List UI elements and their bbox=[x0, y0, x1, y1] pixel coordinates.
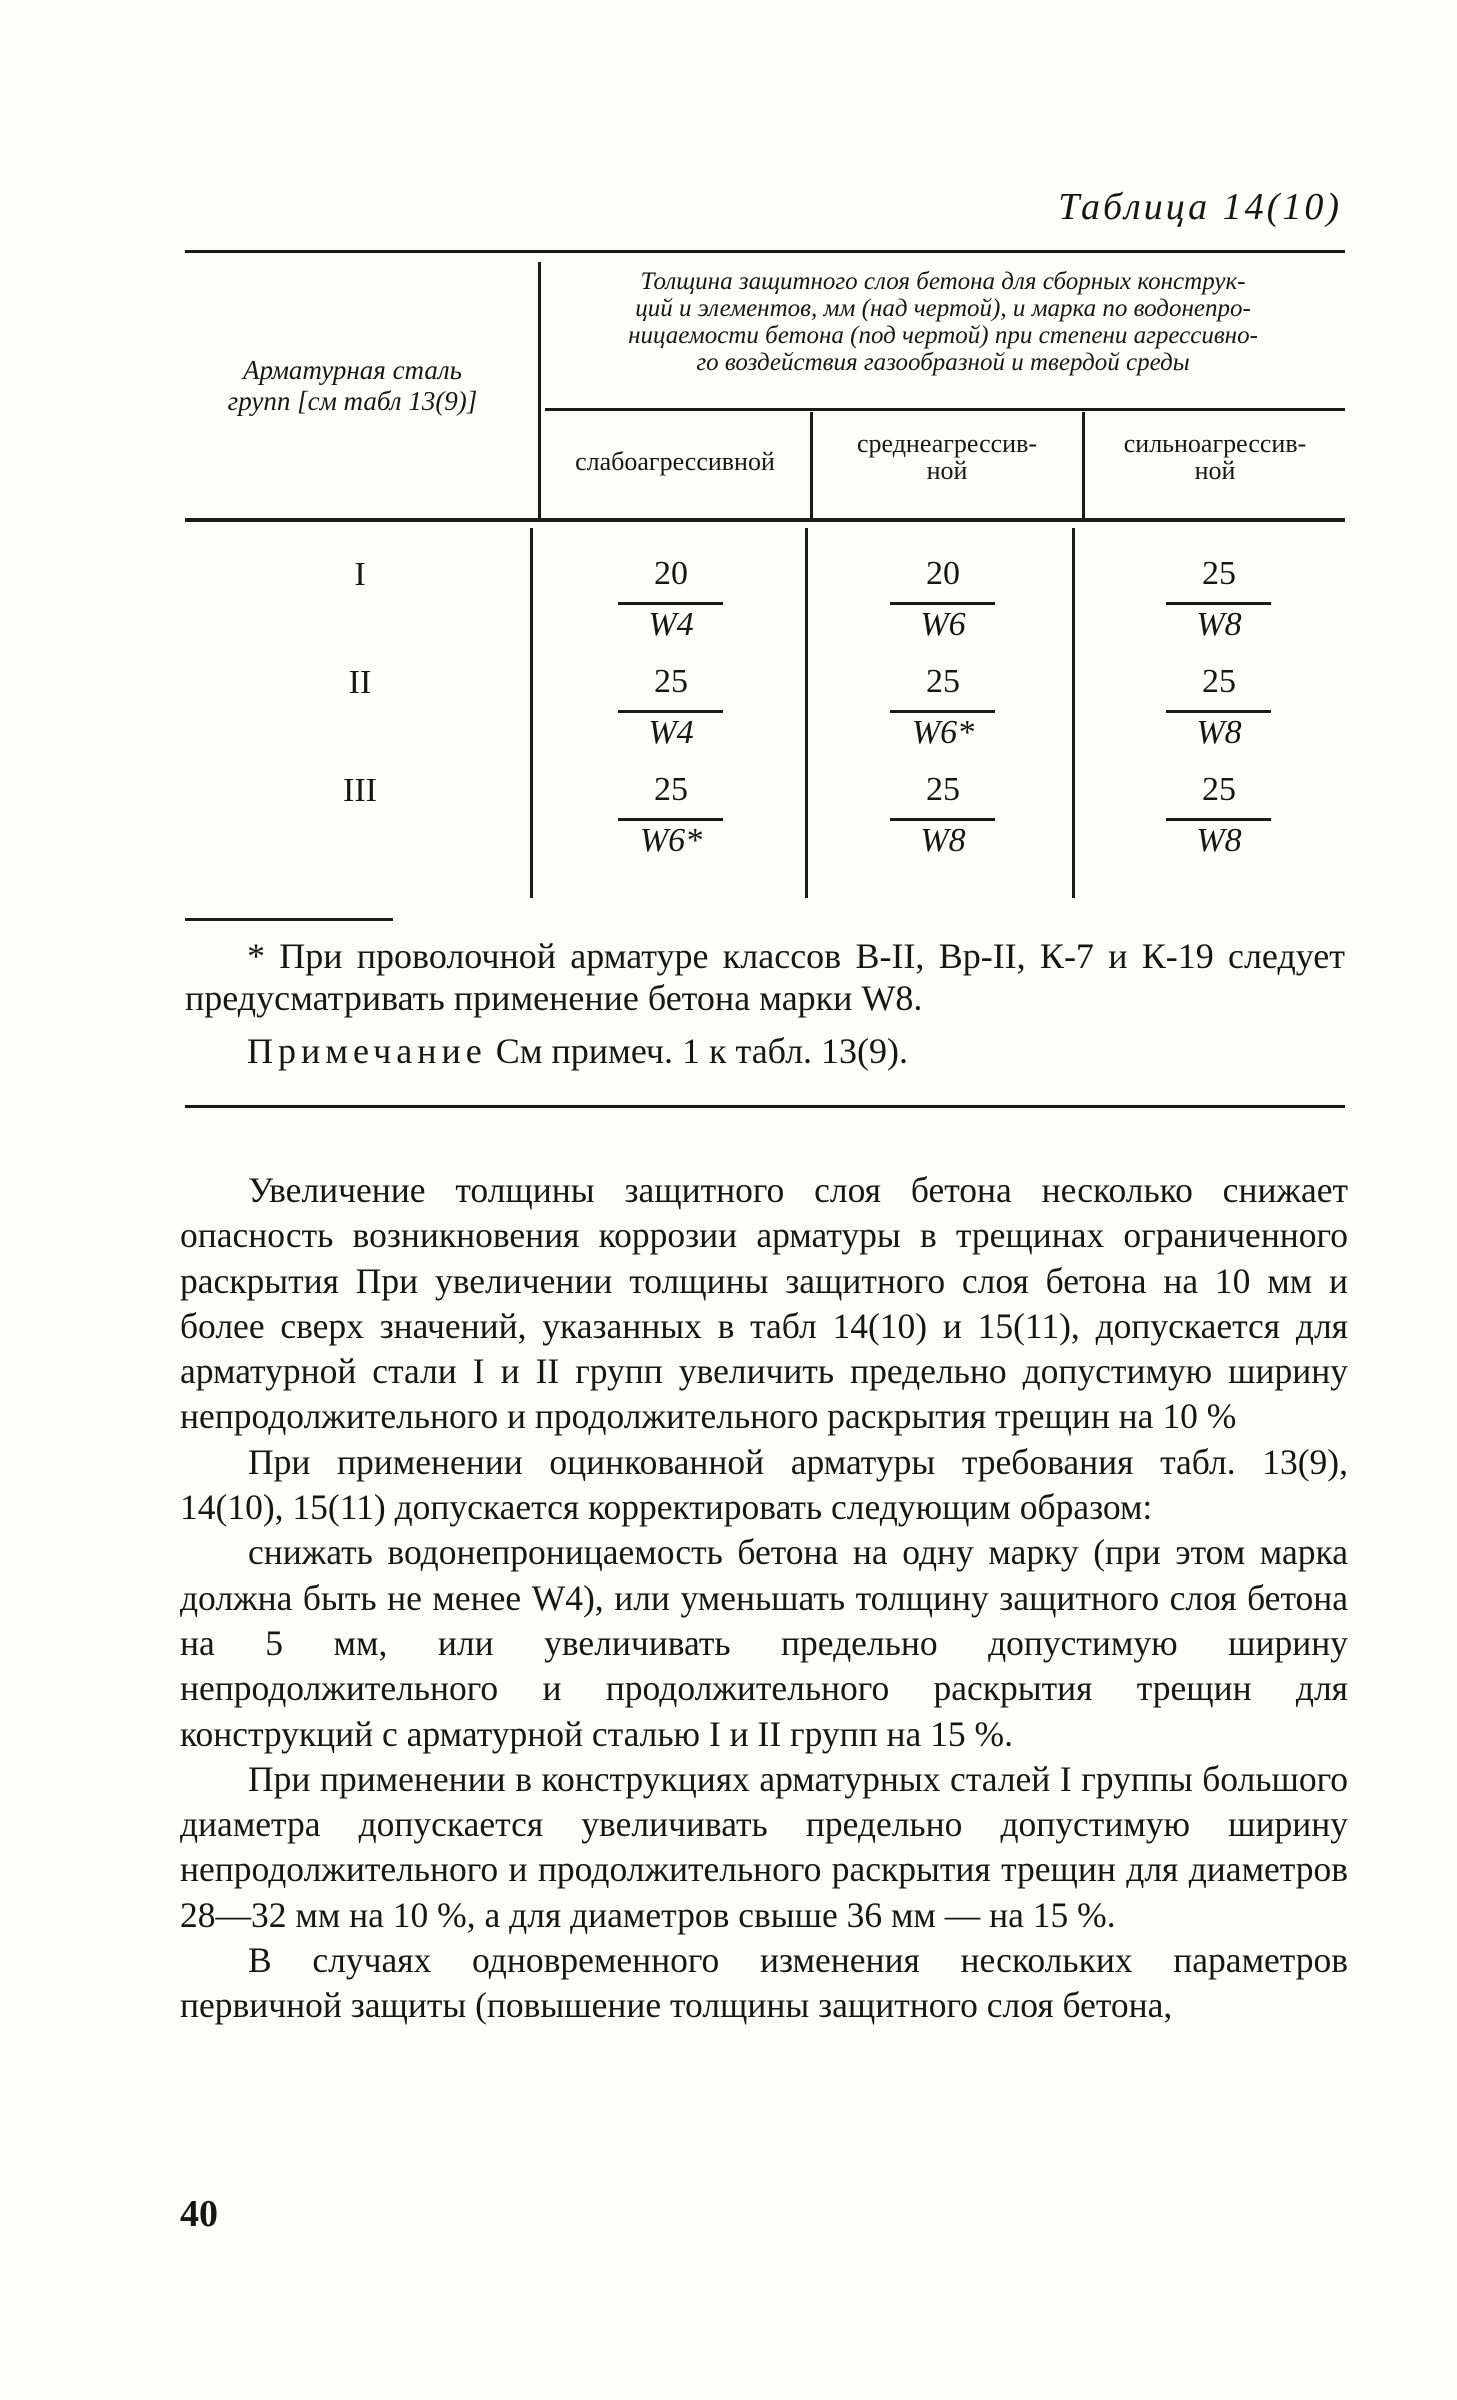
header-main-line: ницаемости бетона (под чертой) при степени агрессивно- bbox=[628, 322, 1258, 349]
header-sub-rule bbox=[545, 408, 1345, 411]
paragraph: При применении в конструкциях арматурных сталей I группы большого диаметра допускается увеличивать предельно допустимую ширину непродолжительного и продолжительного раскрытия трещин для диаметров 28—32 мм на 10 %, а для диаметров свыше 36 мм — на 15 %. bbox=[180, 1758, 1348, 1935]
header-main-line: го воздействия газообразной и твердой среды bbox=[696, 349, 1190, 376]
table-top-rule bbox=[185, 250, 1345, 253]
header-main bbox=[548, 268, 1338, 376]
header-steel-group bbox=[185, 355, 520, 417]
fraction-line bbox=[1166, 710, 1271, 713]
table-header-rule bbox=[185, 518, 1345, 522]
cell-grade: W8 bbox=[920, 822, 966, 859]
header-main-line: Толщина защитного слоя бетона для сборных конструк- bbox=[640, 268, 1246, 295]
cell-thickness: 25 bbox=[1202, 771, 1236, 808]
table-note bbox=[185, 1030, 1345, 1072]
fraction-line bbox=[890, 818, 995, 821]
cell-grade: W4 bbox=[648, 606, 694, 643]
table-end-rule bbox=[185, 1105, 1345, 1108]
paragraph: В случаях одновременного изменения нескольких параметров первичной защиты (повышение толщины защитного слоя бетона, bbox=[180, 1940, 1348, 2026]
cell-thickness: 20 bbox=[926, 555, 960, 592]
paragraph: При применении оцинкованной арматуры требования табл. 13(9), 14(10), 15(11) допускается корректировать следующим образом: bbox=[180, 1441, 1348, 1528]
note-label: Примечание bbox=[247, 1031, 487, 1071]
paragraph: Увеличение толщины защитного слоя бетона несколько снижает опасность возникновения коррозии арматуры в трещинах ограниченного раскрытия При увеличении толщины защитного слоя бетона на 10 мм и более сверх значений, указанных в табл 14(10) и 15(11), допускается для арматурной стали I и II групп увеличить предельно допустимую ширину непродолжительного и продолжительного раскрытия трещин на 10 % bbox=[180, 1170, 1348, 1437]
footnote-rule bbox=[185, 918, 393, 921]
body-divider-1 bbox=[530, 528, 533, 898]
header-weak: слабоагрессивной bbox=[575, 447, 775, 476]
row-group-label: III bbox=[343, 772, 377, 809]
header-strong bbox=[1084, 430, 1346, 484]
fraction-line bbox=[890, 602, 995, 605]
cell-grade: W6* bbox=[911, 714, 975, 751]
row-group-label: I bbox=[354, 556, 366, 593]
body-text bbox=[180, 1168, 1348, 2029]
header-divider-1 bbox=[538, 262, 541, 518]
body-divider-3 bbox=[1072, 528, 1075, 898]
cell-grade: W4 bbox=[648, 714, 694, 751]
cell-thickness: 20 bbox=[654, 555, 688, 592]
header-steel-group-line1: Арматурная сталь bbox=[243, 355, 462, 385]
fraction-line bbox=[890, 710, 995, 713]
fraction-line bbox=[1166, 602, 1271, 605]
header-strong-line1: сильноагрессив- bbox=[1123, 429, 1307, 458]
body-divider-2 bbox=[805, 528, 808, 898]
cell-grade: W8 bbox=[1196, 822, 1242, 859]
row-group-label: II bbox=[348, 664, 372, 701]
fraction-line bbox=[618, 818, 723, 821]
header-steel-group-line2: групп [см табл 13(9)] bbox=[227, 386, 478, 416]
cell-thickness: 25 bbox=[1202, 555, 1236, 592]
table-footnote: * При проволочной арматуре классов В-II, Вр-II, К-7 и К-19 следует предусматривать применение бетона марки W8. bbox=[185, 936, 1345, 1018]
page-number: 40 bbox=[180, 2193, 218, 2235]
cell-grade: W8 bbox=[1196, 714, 1242, 751]
cell-grade: W6* bbox=[639, 822, 703, 859]
fraction-line bbox=[618, 710, 723, 713]
table-caption: Таблица 14(10) bbox=[1058, 186, 1342, 228]
cell-thickness: 25 bbox=[926, 663, 960, 700]
cell-thickness: 25 bbox=[654, 663, 688, 700]
cell-thickness: 25 bbox=[654, 771, 688, 808]
header-medium bbox=[812, 430, 1082, 484]
cell-thickness: 25 bbox=[1202, 663, 1236, 700]
header-medium-line1: среднеагрессив- bbox=[856, 429, 1038, 458]
cell-grade: W6 bbox=[920, 606, 966, 643]
paragraph: снижать водонепроницаемость бетона на одну марку (при этом марка должна быть не менее W4), или уменьшать толщину защитного слоя бетона на 5 мм, или увеличивать предельно допустимую ширину непродолжительного и продолжительного раскрытия трещин для конструкций с арматурной сталью I и II групп на 15 %. bbox=[180, 1532, 1348, 1754]
note-text: См примеч. 1 к табл. 13(9). bbox=[486, 1031, 909, 1071]
header-medium-line2: ной bbox=[926, 456, 968, 485]
header-strong-line2: ной bbox=[1194, 456, 1236, 485]
fraction-line bbox=[618, 602, 723, 605]
cell-thickness: 25 bbox=[926, 771, 960, 808]
fraction-line bbox=[1166, 818, 1271, 821]
header-main-line: ций и элементов, мм (над чертой), и марка по водонепро- bbox=[635, 295, 1251, 322]
cell-grade: W8 bbox=[1196, 606, 1242, 643]
